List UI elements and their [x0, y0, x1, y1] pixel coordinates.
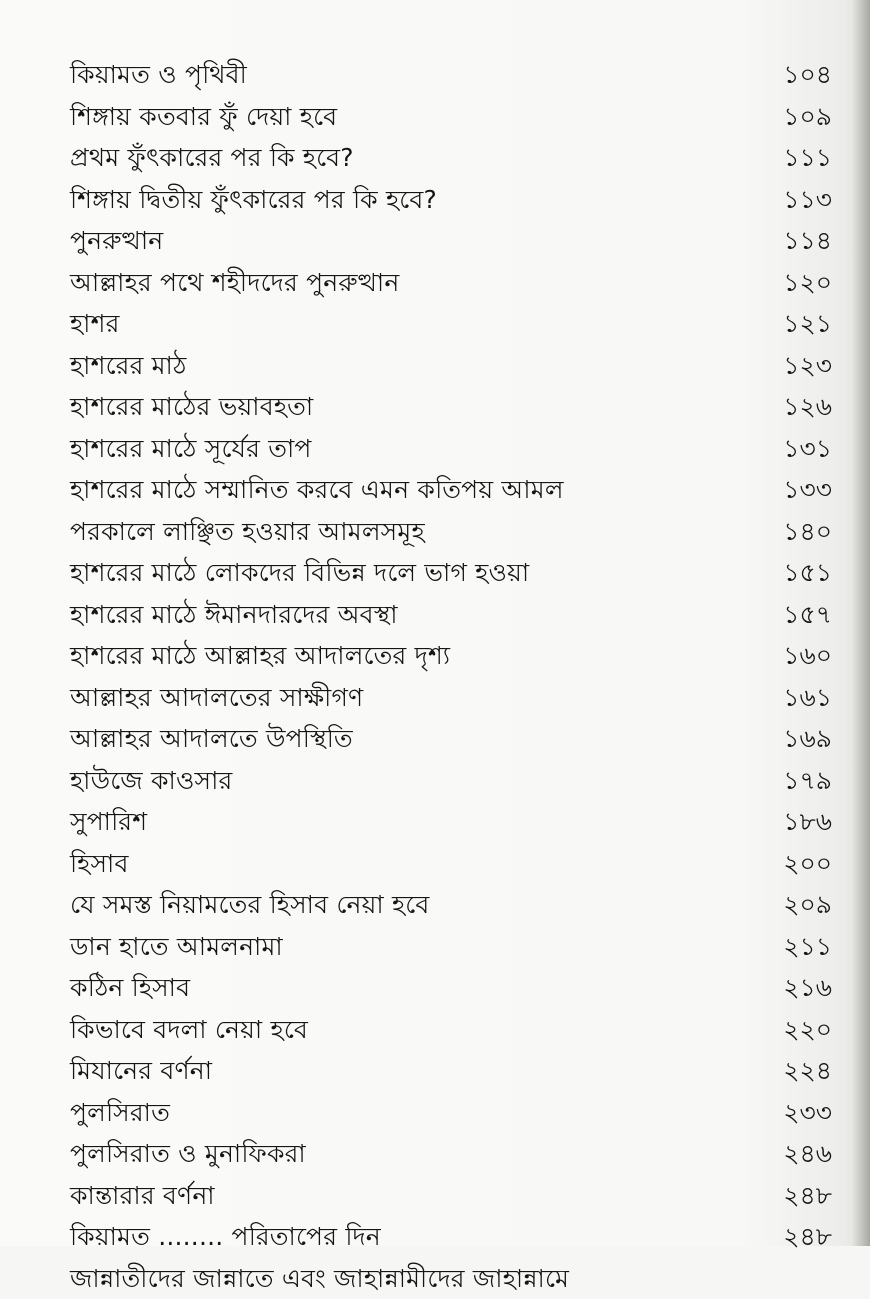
toc-entry [70, 511, 832, 553]
toc-entry-title: মিযানের বর্ণনা [70, 1050, 212, 1092]
toc-entry-page-number: ১৩১ [783, 428, 832, 470]
toc-entry [70, 843, 832, 885]
toc-entry [70, 54, 832, 96]
toc-entry-page-number: ১২৬ [783, 386, 832, 428]
toc-entry-title: হিসাব [70, 843, 129, 885]
toc-entry-title: ডান হাতে আমলনামা [70, 926, 283, 968]
toc-entry-page-number: ১৫১ [783, 552, 832, 594]
toc-entry-title: পুলসিরাত [70, 1092, 170, 1134]
toc-entry-title: জান্নাতীদের জান্নাতে এবং জাহান্নামীদের জাহান্নামে [70, 1258, 569, 1299]
table-of-contents [70, 54, 832, 1288]
toc-entry-title: পরকালে লাঞ্ছিত হওয়ার আমলসমূহ [70, 511, 425, 553]
toc-entry-page-number: ১৫৭ [783, 594, 832, 636]
toc-entry [70, 801, 832, 843]
toc-entry [70, 1175, 832, 1217]
toc-entry [70, 1092, 832, 1134]
toc-entry [70, 884, 832, 926]
toc-entry [70, 262, 832, 304]
toc-entry [70, 1050, 832, 1092]
toc-entry [70, 469, 832, 511]
toc-entry-title: শিঙ্গায় দ্বিতীয় ফুঁৎকারের পর কি হবে? [70, 179, 437, 221]
toc-entry-page-number: ১৬০ [783, 635, 832, 677]
toc-entry-title: শিঙ্গায় কতবার ফুঁ দেয়া হবে [70, 96, 337, 138]
toc-entry-title: হাউজে কাওসার [70, 760, 232, 802]
toc-entry-title: কিভাবে বদলা নেয়া হবে [70, 1009, 308, 1051]
toc-entry [70, 303, 832, 345]
toc-entry [70, 1009, 832, 1051]
toc-entry-page-number: ১৩৩ [783, 469, 832, 511]
toc-entry-page-number: ১৪০ [783, 511, 832, 553]
toc-entry [70, 220, 832, 262]
toc-entry [70, 1258, 832, 1288]
toc-entry-page-number: ২২০ [783, 1009, 832, 1051]
toc-entry-page-number: ২৪৬ [783, 1133, 832, 1175]
toc-entry-title: আল্লাহর আদালতে উপস্থিতি [70, 718, 353, 760]
toc-entry [70, 179, 832, 221]
toc-entry-title: হাশরের মাঠ [70, 345, 187, 387]
toc-entry [70, 594, 832, 636]
toc-entry [70, 1216, 832, 1258]
toc-entry-title: হাশরের মাঠে সূর্যের তাপ [70, 428, 312, 470]
toc-entry-title: পুনরুত্থান [70, 220, 163, 262]
toc-entry-title: যে সমস্ত নিয়ামতের হিসাব নেয়া হবে [70, 884, 429, 926]
toc-entry-page-number: ১২১ [783, 303, 832, 345]
toc-entry-title: কিয়ামত ও পৃথিবী [70, 54, 247, 96]
toc-entry-page-number: ১৮৬ [783, 801, 832, 843]
toc-entry-page-number: ২০৯ [783, 884, 832, 926]
toc-entry-page-number: ১১৪ [783, 220, 832, 262]
toc-entry-title: হাশর [70, 303, 120, 345]
toc-entry-page-number: ১২০ [783, 262, 832, 304]
toc-entry-page-number: ২২৪ [783, 1050, 832, 1092]
toc-entry-title: সুপারিশ [70, 801, 147, 843]
toc-entry [70, 635, 832, 677]
page-edge-shadow [852, 0, 870, 1246]
toc-entry-page-number: ১৭৯ [783, 760, 832, 802]
toc-entry [70, 96, 832, 138]
toc-entry-page-number: ২৪৮ [783, 1216, 832, 1258]
toc-entry [70, 552, 832, 594]
toc-entry-title: হাশরের মাঠের ভয়াবহতা [70, 386, 313, 428]
toc-entry-title: হাশরের মাঠে লোকদের বিভিন্ন দলে ভাগ হওয়া [70, 552, 529, 594]
toc-entry-page-number: ২৪৮ [783, 1175, 832, 1217]
toc-entry-page-number: ১০৯ [783, 96, 832, 138]
toc-entry-page-number: ১২৩ [783, 345, 832, 387]
toc-entry-page-number: ২১৬ [783, 967, 832, 1009]
toc-entry-title: পুলসিরাত ও মুনাফিকরা [70, 1133, 306, 1175]
toc-entry-page-number: ১১১ [783, 137, 832, 179]
toc-entry-page-number: ১৬১ [783, 677, 832, 719]
toc-entry-page-number: ১৬৯ [783, 718, 832, 760]
toc-entry-title: আল্লাহর আদালতের সাক্ষীগণ [70, 677, 363, 719]
toc-entry [70, 428, 832, 470]
toc-entry-title: হাশরের মাঠে ঈমানদারদের অবস্থা [70, 594, 398, 636]
toc-entry [70, 1133, 832, 1175]
toc-entry-title: আল্লাহর পথে শহীদদের পুনরুত্থান [70, 262, 399, 304]
toc-entry [70, 386, 832, 428]
toc-entry-title: কান্তারার বর্ণনা [70, 1175, 215, 1217]
toc-entry [70, 760, 832, 802]
toc-entry [70, 137, 832, 179]
toc-entry-title: হাশরের মাঠে আল্লাহর আদালতের দৃশ্য [70, 635, 450, 677]
toc-entry-title: হাশরের মাঠে সম্মানিত করবে এমন কতিপয় আমল [70, 469, 564, 511]
toc-entry-page-number: ২৩৩ [783, 1092, 832, 1134]
toc-entry-page-number: ১১৩ [783, 179, 832, 221]
toc-entry-title: কঠিন হিসাব [70, 967, 190, 1009]
toc-entry-title: কিয়ামত ........ পরিতাপের দিন [70, 1216, 381, 1258]
toc-entry-page-number: ১০৪ [783, 54, 832, 96]
toc-entry [70, 967, 832, 1009]
toc-entry [70, 345, 832, 387]
toc-entry-page-number: ২০০ [783, 843, 832, 885]
toc-entry [70, 718, 832, 760]
toc-entry-page-number: ২১১ [783, 926, 832, 968]
toc-entry-title: প্রথম ফুঁৎকারের পর কি হবে? [70, 137, 354, 179]
toc-entry [70, 926, 832, 968]
toc-entry [70, 677, 832, 719]
